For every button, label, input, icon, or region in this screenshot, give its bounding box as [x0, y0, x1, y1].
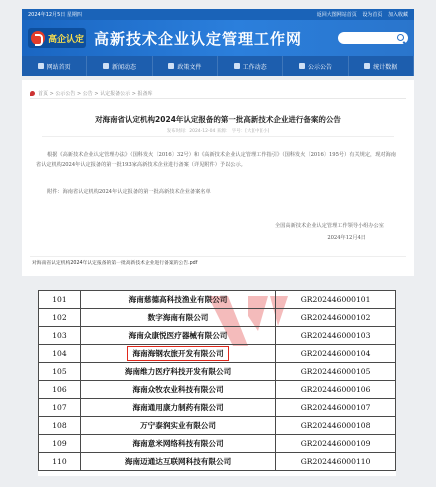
divider [30, 256, 406, 257]
table-row [39, 381, 396, 399]
registration-code: GR202446000108 [276, 417, 396, 435]
table-row [39, 291, 396, 309]
nav-item-stats[interactable] [349, 56, 414, 76]
announcement-icon [299, 63, 305, 69]
breadcrumb [30, 90, 152, 97]
company-name: 海南众康悦医疗器械有限公司 [80, 327, 275, 345]
news-icon [103, 63, 109, 69]
table-row [39, 309, 396, 327]
registration-code: GR202446000104 [276, 345, 396, 363]
registration-code: GR202446000106 [276, 381, 396, 399]
nav-item-work[interactable] [218, 56, 283, 76]
nav-item-news[interactable] [87, 56, 152, 76]
nav-item-label: 工作动态 [242, 63, 267, 71]
table-row [39, 417, 396, 435]
site-logo[interactable] [28, 28, 86, 48]
company-name: 海南维力医疗科技开发有限公司 [80, 363, 275, 381]
registration-code: GR202446000109 [276, 435, 396, 453]
table-row [39, 327, 396, 345]
site-title: 高新技术企业认定管理工作网 [94, 30, 303, 48]
site-header [22, 20, 414, 56]
location-pin-icon [30, 91, 35, 96]
logo-mark-icon [31, 31, 45, 45]
registration-code: GR202446000101 [276, 291, 396, 309]
article-annex: 附件：海南省认定机构2024年认定报备的第一批高新技术企业备案名单 [47, 189, 211, 195]
row-number: 102 [39, 309, 81, 327]
table-row [39, 453, 396, 471]
row-number: 108 [39, 417, 81, 435]
table-row [39, 399, 396, 417]
registration-code: GR202446000105 [276, 363, 396, 381]
article-title: 对海南省认定机构2024年认定报备的第一批高新技术企业进行备案的公告 [95, 115, 341, 124]
signature-org: 全国高新技术企业认定管理工作领导小组办公室 [275, 223, 384, 229]
company-name: 海南通用康力制药有限公司 [80, 399, 275, 417]
attachment-link[interactable]: 对海南省认定机构2024年认定报备的第一批高新技术企业进行备案的公告.pdf [32, 261, 198, 266]
search-icon[interactable] [397, 34, 404, 41]
company-name: 海南众牧农业科技有限公司 [80, 381, 275, 399]
document-icon [168, 63, 174, 69]
top-link-return[interactable]: 返回大图网站首页 [316, 12, 357, 18]
top-link-homepage[interactable]: 设为首页 [362, 12, 383, 18]
breadcrumb-text[interactable]: 首页 > 公示公告 > 公告 > 认定报备公示 > 报备库 [38, 91, 153, 97]
divider [30, 98, 406, 99]
registration-code: GR202446000103 [276, 327, 396, 345]
company-name [80, 345, 275, 363]
top-links [313, 11, 408, 18]
registration-code: GR202446000102 [276, 309, 396, 327]
top-bar [22, 9, 414, 20]
home-icon [38, 63, 44, 69]
row-number: 110 [39, 453, 81, 471]
stats-icon [364, 63, 370, 69]
company-name: 万宁泰润实业有限公司 [80, 417, 275, 435]
article-meta: 发布时间：2024-12-04 来源： 字号：[大][中][小] [166, 129, 270, 134]
nav-item-label: 公示公告 [307, 63, 332, 71]
highlight-box: 海南海钢农旅开发有限公司 [127, 346, 228, 361]
top-link-favorite[interactable]: 加入收藏 [387, 12, 408, 18]
nav-item-label: 网站首页 [46, 63, 71, 71]
row-number: 104 [39, 345, 81, 363]
company-name: 海南迈通达互联网科技有限公司 [80, 453, 275, 471]
list-table [38, 290, 396, 476]
company-name: 数字海南有限公司 [80, 309, 275, 327]
row-number: 101 [39, 291, 81, 309]
article-panel [22, 80, 414, 276]
nav-item-home[interactable] [22, 56, 87, 76]
nav-item-policy[interactable] [153, 56, 218, 76]
company-table [38, 290, 396, 471]
signature-date: 2024年12月4日 [327, 235, 366, 241]
nav-item-label: 新闻动态 [111, 63, 136, 71]
row-number: 106 [39, 381, 81, 399]
nav-item-announcement[interactable] [283, 56, 348, 76]
table-row [39, 345, 396, 363]
row-number: 105 [39, 363, 81, 381]
registration-code: GR202446000107 [276, 399, 396, 417]
row-number: 107 [39, 399, 81, 417]
date-text: 2024年12月5日 星期四 [28, 12, 82, 18]
search-input[interactable] [338, 32, 408, 44]
divider [42, 136, 394, 137]
logo-text: 高企认定 [48, 34, 85, 45]
table-row [39, 435, 396, 453]
registration-code: GR202446000110 [276, 453, 396, 471]
table-row [39, 363, 396, 381]
main-nav [22, 56, 414, 76]
row-number: 103 [39, 327, 81, 345]
article-body: 根据《高新技术企业认定管理办法》（国科发火〔2016〕32号）和《高新技术企业认定管理工作指引》（国科发火〔2016〕195号）有关规定，现对海南省认定机构2024年认定报备的第一批193家高新技术企业进行备案（详见附件）予以公示。 [36, 152, 396, 168]
company-name: 海南慈德高科技渔业有限公司 [80, 291, 275, 309]
row-number: 109 [39, 435, 81, 453]
nav-item-label: 政策文件 [177, 63, 202, 71]
company-name: 海南意米网络科技有限公司 [80, 435, 275, 453]
nav-item-label: 统计数据 [373, 63, 398, 71]
work-icon [234, 63, 240, 69]
